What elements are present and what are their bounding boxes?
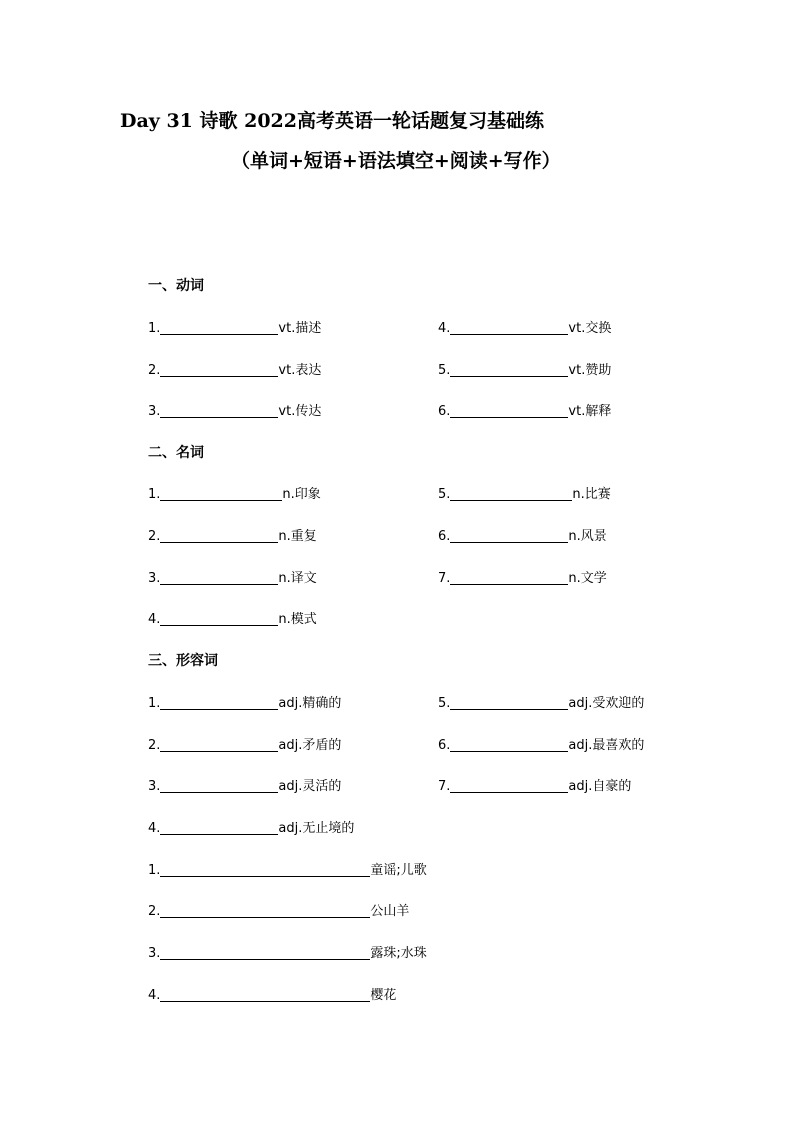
item-number: 4. — [438, 321, 451, 336]
item-gloss: adj.灵活的 — [278, 779, 342, 794]
adj-item-7 — [438, 775, 631, 794]
answer-blank[interactable] — [450, 320, 568, 335]
item-gloss: vt.传达 — [278, 404, 322, 419]
item-gloss: n.比赛 — [572, 487, 611, 502]
adj-item-1 — [148, 692, 341, 711]
answer-blank[interactable] — [160, 486, 282, 501]
verb-item-4 — [438, 317, 611, 336]
item-gloss: n.模式 — [278, 612, 317, 627]
answer-blank[interactable] — [160, 611, 278, 626]
item-number: 4. — [148, 821, 161, 836]
item-gloss: n.印象 — [282, 487, 321, 502]
item-number: 5. — [438, 487, 451, 502]
item-number: 3. — [148, 946, 161, 961]
phrase-item-3 — [148, 942, 427, 961]
item-number: 3. — [148, 571, 161, 586]
item-number: 6. — [438, 738, 451, 753]
adj-item-3 — [148, 775, 341, 794]
phrase-item-2 — [148, 900, 409, 919]
noun-item-3 — [148, 567, 317, 586]
item-gloss: n.重复 — [278, 529, 317, 544]
answer-blank[interactable] — [450, 737, 568, 752]
item-number: 7. — [438, 779, 451, 794]
answer-blank[interactable] — [160, 695, 278, 710]
adj-item-6 — [438, 734, 644, 753]
noun-item-5 — [438, 483, 611, 502]
item-gloss: 童谣;儿歌 — [370, 863, 427, 878]
answer-blank[interactable] — [160, 403, 278, 418]
section-heading-nouns: 二、名词 — [148, 445, 204, 461]
item-gloss: n.译文 — [278, 571, 317, 586]
item-number: 5. — [438, 363, 451, 378]
item-number: 7. — [438, 571, 451, 586]
noun-item-6 — [438, 525, 607, 544]
answer-blank[interactable] — [160, 528, 278, 543]
answer-blank[interactable] — [450, 528, 568, 543]
item-gloss: 露珠;水珠 — [370, 946, 427, 961]
answer-blank[interactable] — [160, 862, 370, 877]
section-heading-adjectives: 三、形容词 — [148, 653, 218, 669]
adj-item-2 — [148, 734, 341, 753]
answer-blank[interactable] — [160, 320, 278, 335]
answer-blank[interactable] — [450, 778, 568, 793]
page-subtitle: （单词+短语+语法填空+阅读+写作） — [231, 150, 561, 172]
item-number: 1. — [148, 487, 161, 502]
verb-item-6 — [438, 400, 611, 419]
noun-item-7 — [438, 567, 607, 586]
item-number: 3. — [148, 779, 161, 794]
item-number: 4. — [148, 988, 161, 1003]
item-gloss: 公山羊 — [370, 904, 410, 919]
item-gloss: adj.无止境的 — [278, 821, 355, 836]
item-gloss: adj.自豪的 — [568, 779, 632, 794]
item-number: 1. — [148, 863, 161, 878]
item-number: 2. — [148, 738, 161, 753]
item-gloss: adj.最喜欢的 — [568, 738, 645, 753]
item-number: 1. — [148, 696, 161, 711]
item-number: 2. — [148, 363, 161, 378]
answer-blank[interactable] — [160, 570, 278, 585]
item-number: 1. — [148, 321, 161, 336]
item-number: 6. — [438, 529, 451, 544]
item-number: 6. — [438, 404, 451, 419]
answer-blank[interactable] — [160, 362, 278, 377]
item-number: 2. — [148, 529, 161, 544]
answer-blank[interactable] — [160, 945, 370, 960]
item-gloss: vt.描述 — [278, 321, 322, 336]
answer-blank[interactable] — [160, 737, 278, 752]
noun-item-1 — [148, 483, 321, 502]
adj-item-5 — [438, 692, 644, 711]
verb-item-5 — [438, 359, 611, 378]
answer-blank[interactable] — [450, 695, 568, 710]
answer-blank[interactable] — [160, 778, 278, 793]
section-heading-verbs: 一、动词 — [148, 278, 204, 294]
adj-item-4 — [148, 817, 354, 836]
answer-blank[interactable] — [160, 820, 278, 835]
answer-blank[interactable] — [160, 987, 370, 1002]
item-gloss: adj.精确的 — [278, 696, 342, 711]
answer-blank[interactable] — [450, 486, 572, 501]
verb-item-1 — [148, 317, 321, 336]
phrase-item-1 — [148, 859, 427, 878]
noun-item-2 — [148, 525, 317, 544]
item-gloss: adj.受欢迎的 — [568, 696, 645, 711]
answer-blank[interactable] — [160, 903, 370, 918]
verb-item-3 — [148, 400, 321, 419]
item-gloss: n.风景 — [568, 529, 607, 544]
item-gloss: vt.解释 — [568, 404, 612, 419]
item-gloss: 樱花 — [370, 988, 397, 1003]
verb-item-2 — [148, 359, 321, 378]
page-title: Day 31 诗歌 2022高考英语一轮话题复习基础练 — [120, 110, 544, 132]
item-number: 4. — [148, 612, 161, 627]
item-gloss: n.文学 — [568, 571, 607, 586]
answer-blank[interactable] — [450, 570, 568, 585]
answer-blank[interactable] — [450, 403, 568, 418]
item-number: 2. — [148, 904, 161, 919]
item-gloss: vt.交换 — [568, 321, 612, 336]
item-gloss: adj.矛盾的 — [278, 738, 342, 753]
item-number: 5. — [438, 696, 451, 711]
item-gloss: vt.表达 — [278, 363, 322, 378]
noun-item-4 — [148, 608, 317, 627]
item-gloss: vt.赞助 — [568, 363, 612, 378]
answer-blank[interactable] — [450, 362, 568, 377]
phrase-item-4 — [148, 984, 396, 1003]
item-number: 3. — [148, 404, 161, 419]
